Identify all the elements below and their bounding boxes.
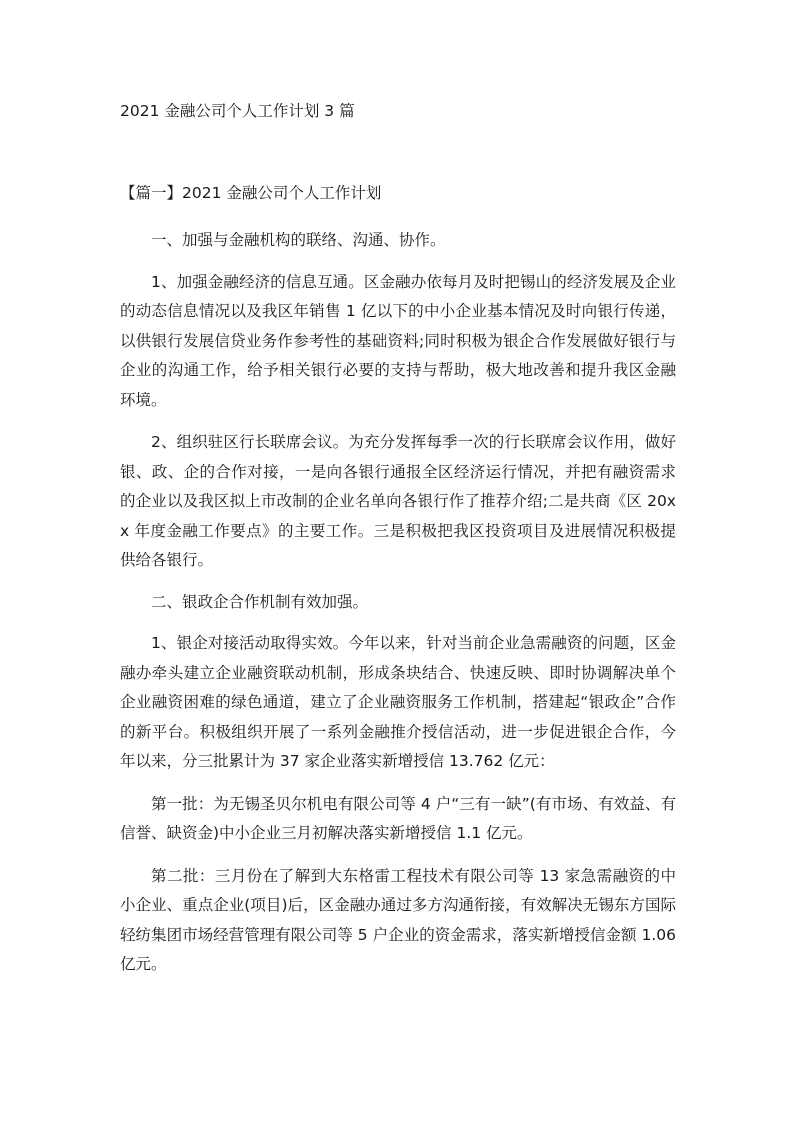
section-title: 【篇一】2021 金融公司个人工作计划	[120, 184, 382, 202]
document-body	[120, 226, 676, 980]
heading-part-2: 二、银政企合作机制有效加强。	[151, 592, 369, 611]
paragraph-first-batch: 第一批：为无锡圣贝尔机电有限公司等 4 户“三有一缺”(有市场、有效益、有信誉、缺资金)中小企业三月初解决落实新增授信 1.1 亿元。	[120, 794, 676, 842]
paragraph-joint-meeting: 2、组织驻区行长联席会议。为充分发挥每季一次的行长联席会议作用，做好银、政、企的合作对接，一是向各银行通报全区经济运行情况，并把有融资需求的企业以及我区拟上市改制的企业名单向各银行作了推荐介绍;二是共商《区 20xx 年度金融工作要点》的主要工作。三是积极把我区投资项目及进展情况积极提供给各银行。	[120, 433, 676, 569]
paragraph-bank-enterprise: 1、银企对接活动取得实效。今年以来，针对当前企业急需融资的问题，区金融办牵头建立企业融资联动机制，形成条块结合、快速反映、即时协调解决单个企业融资困难的绿色通道，建立了企业融资服务工作机制，搭建起“银政企”合作的新平台。积极组织开展了一系列金融推介授信活动，进一步促进银企合作，今年以来，分三批累计为 37 家企业落实新增授信 13.762 亿元：	[120, 634, 676, 770]
document-title: 2021 金融公司个人工作计划 3 篇	[120, 102, 355, 120]
paragraph-info-exchange: 1、加强金融经济的信息互通。区金融办依每月及时把锡山的经济发展及企业的动态信息情况以及我区年销售 1 亿以下的中小企业基本情况及时向银行传递，以供银行发展信贷业务作参考性的基础资料;同时积极为银企合作发展做好银行与企业的沟通工作，给予相关银行必要的支持与帮助，极大地改善和提升我区金融环境。	[120, 272, 676, 409]
heading-part-1: 一、加强与金融机构的联络、沟通、协作。	[151, 231, 446, 249]
paragraph-second-batch: 第二批：三月份在了解到大东格雷工程技术有限公司等 13 家急需融资的中小企业、重点企业(项目)后，区金融办通过多方沟通衔接，有效解决无锡东方国际轻纺集团市场经营管理有限公司等 5 户企业的资金需求，落实新增授信金额 1.06 亿元。	[120, 866, 676, 973]
